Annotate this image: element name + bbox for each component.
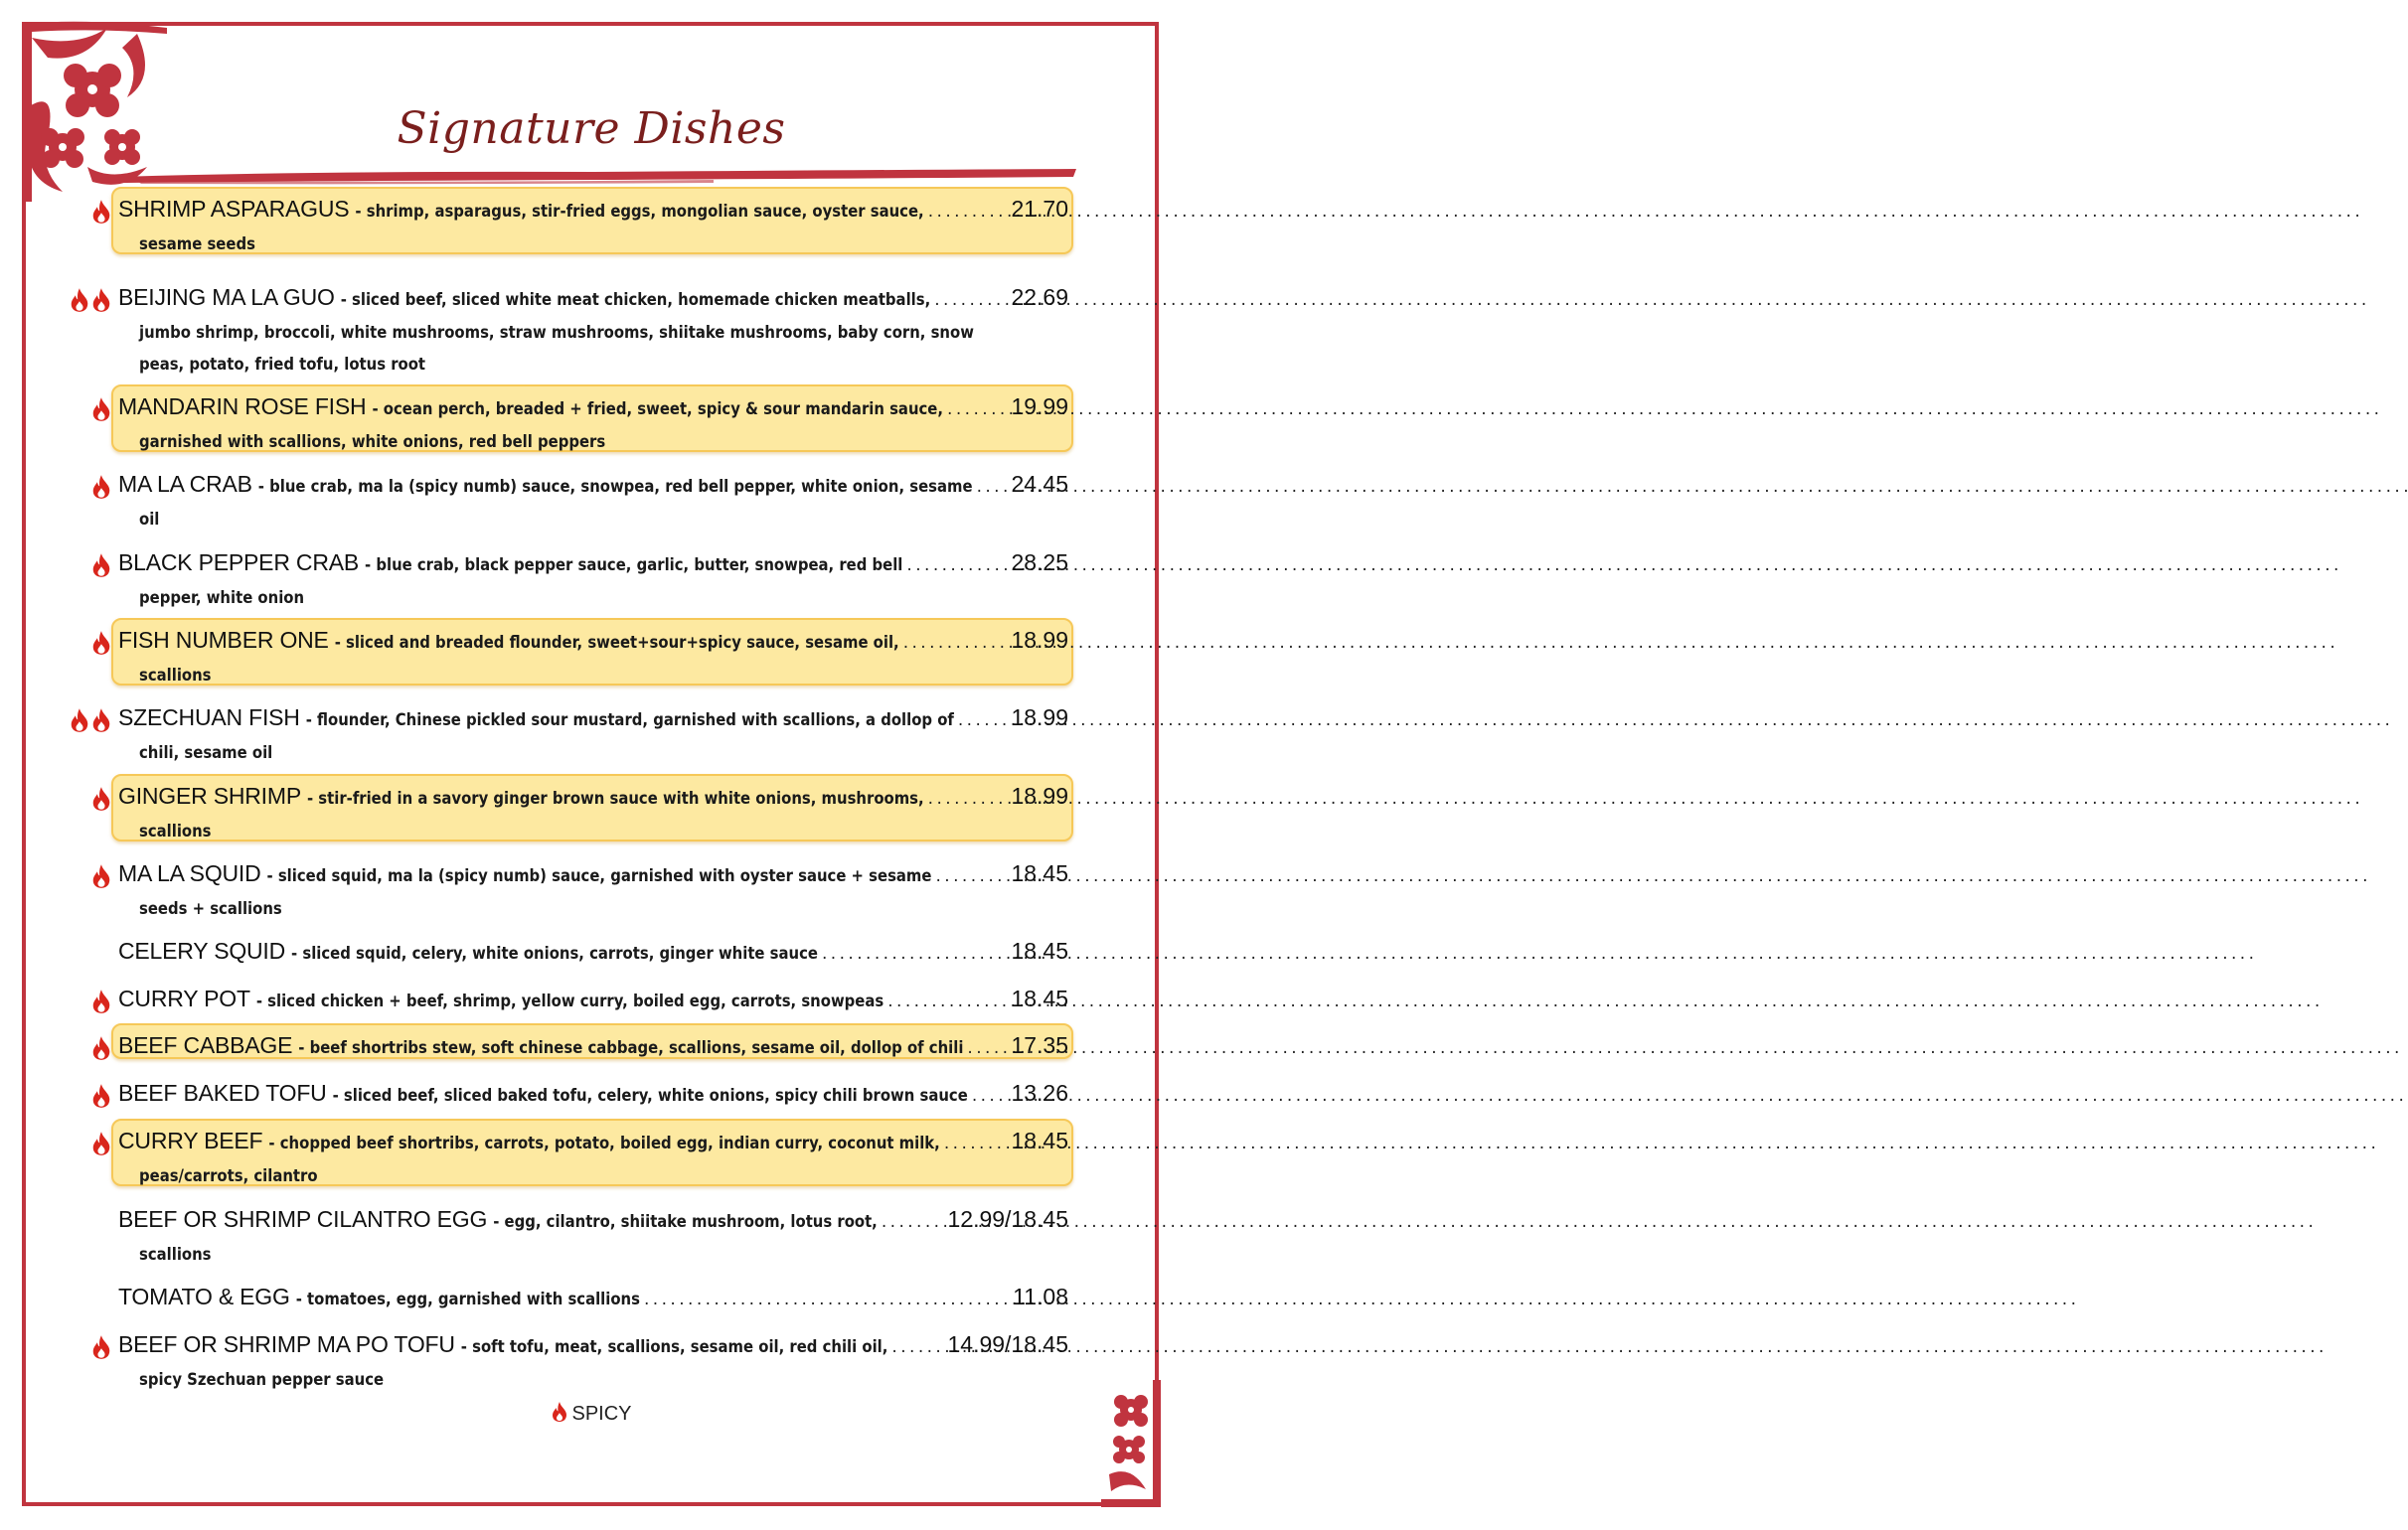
dot-leader	[963, 1038, 1011, 1058]
legend-label: SPICY	[571, 1403, 632, 1425]
dot-leader	[640, 1290, 1013, 1309]
dish-description: - sliced chicken + beef, shrimp, yellow curry, boiled egg, carrots, snowpeas	[255, 992, 884, 1010]
dish-price: 18.99	[1011, 783, 1068, 809]
dish-description-continued: chili, sesame oil	[139, 743, 273, 762]
dish-price: 18.45	[1011, 986, 1068, 1011]
flame-icon	[90, 287, 112, 313]
dish-price: 14.99/18.45	[947, 1331, 1068, 1357]
spicy-indicator	[60, 784, 117, 810]
dish-price: 18.99	[1011, 704, 1068, 730]
dish-name: BLACK PEPPER CRAB	[118, 549, 360, 575]
dish-price: 24.45	[1011, 471, 1068, 497]
dot-leader	[818, 944, 1011, 964]
dish-name: BEIJING MA LA GUO	[118, 284, 335, 310]
flame-icon	[90, 630, 112, 656]
dot-leader	[931, 866, 1011, 886]
spicy-indicator	[60, 1207, 117, 1233]
dish-name: BEEF CABBAGE	[118, 1032, 293, 1058]
dish-description-continued: seeds + scallions	[139, 899, 282, 918]
dish-description: - sliced and breaded flounder, sweet+sour+spicy sauce, sesame oil,	[334, 633, 899, 652]
dish-price: 18.45	[1011, 860, 1068, 886]
dot-leader	[883, 992, 1011, 1011]
dish-description-continued: oil	[139, 510, 160, 529]
dot-leader	[887, 1337, 947, 1357]
dish-price: 21.70	[1011, 196, 1068, 222]
dot-leader	[924, 789, 1012, 809]
spicy-indicator	[60, 197, 117, 223]
dish-description-continued: spicy Szechuan pepper sauce	[139, 1370, 385, 1389]
page-title: Signature Dishes	[397, 103, 786, 154]
flame-icon	[90, 863, 112, 889]
dot-leader	[968, 1086, 1012, 1106]
flame-icon	[90, 1083, 112, 1109]
dish-name: GINGER SHRIMP	[118, 783, 301, 809]
spicy-indicator	[60, 1332, 117, 1358]
dot-leader	[902, 555, 1011, 575]
dot-leader	[973, 477, 1012, 497]
dish-name: BEEF OR SHRIMP CILANTRO EGG	[118, 1206, 488, 1232]
spicy-indicator	[60, 861, 117, 887]
spicy-indicator	[60, 1129, 117, 1154]
dish-description: - shrimp, asparagus, stir-fried eggs, mongolian sauce, oyster sauce,	[355, 202, 924, 221]
dish-description-continued: peas/carrots, cilantro	[139, 1166, 318, 1185]
dish-name: MA LA CRAB	[118, 471, 252, 497]
dish-price: 11.08	[1013, 1284, 1068, 1309]
spicy-indicator	[60, 628, 117, 654]
dot-leader	[899, 633, 1012, 653]
flame-icon	[90, 396, 112, 422]
dish-name: SZECHUAN FISH	[118, 704, 300, 730]
flame-icon	[90, 474, 112, 500]
dish-description: - egg, cilantro, shiitake mushroom, lotus root,	[493, 1212, 878, 1231]
dish-price: 28.25	[1011, 549, 1068, 575]
dish-name: FISH NUMBER ONE	[118, 627, 329, 653]
dot-leader	[924, 202, 1012, 222]
dish-description-continued: jumbo shrimp, broccoli, white mushrooms, straw mushrooms, shiitake mushrooms, baby corn, snow peas, potato, fried tofu, lotus root	[139, 323, 974, 374]
dish-description: - sliced beef, sliced white meat chicken, homemade chicken meatballs,	[340, 290, 931, 309]
dish-description-continued: scallions	[139, 666, 212, 685]
flame-icon	[69, 707, 90, 733]
dot-leader	[943, 399, 1011, 419]
dish-name: CELERY SQUID	[118, 938, 286, 964]
dish-price: 18.45	[1011, 938, 1068, 964]
dish-description: - tomatoes, egg, garnished with scallions	[295, 1290, 640, 1308]
dish-description-continued: scallions	[139, 822, 212, 841]
dish-description: - beef shortribs stew, soft chinese cabbage, scallions, sesame oil, dollop of chili	[298, 1038, 964, 1057]
spicy-indicator	[60, 550, 117, 576]
dish-description: - sliced squid, celery, white onions, carrots, ginger white sauce	[291, 944, 818, 963]
dish-price: 22.69	[1011, 284, 1068, 310]
dish-description-continued: sesame seeds	[139, 234, 255, 253]
spicy-indicator	[60, 394, 117, 420]
dot-leader	[878, 1212, 948, 1232]
dish-name: TOMATO & EGG	[118, 1284, 290, 1309]
dish-description: - blue crab, ma la (spicy numb) sauce, snowpea, red bell pepper, white onion, sesame	[257, 477, 973, 496]
flame-icon	[90, 1334, 112, 1360]
spicy-indicator	[60, 472, 117, 498]
spicy-indicator	[60, 1285, 117, 1310]
dish-description: - soft tofu, meat, scallions, sesame oil, red chili oil,	[460, 1337, 888, 1356]
dish-name: CURRY BEEF	[118, 1128, 263, 1153]
dish-name: MA LA SQUID	[118, 860, 261, 886]
flame-icon	[90, 1035, 112, 1061]
flame-icon	[90, 707, 112, 733]
dish-description: - stir-fried in a savory ginger brown sauce with white onions, mushrooms,	[306, 789, 924, 808]
dish-description: - sliced beef, sliced baked tofu, celery, white onions, spicy chili brown sauce	[332, 1086, 968, 1105]
dish-name: CURRY POT	[118, 986, 250, 1011]
spicy-indicator	[60, 285, 117, 311]
flame-icon	[90, 989, 112, 1014]
dish-name: BEEF BAKED TOFU	[118, 1080, 327, 1106]
dish-price: 18.45	[1011, 1128, 1068, 1153]
flame-icon	[90, 552, 112, 578]
dot-leader	[954, 710, 1012, 730]
dish-description-continued: scallions	[139, 1245, 212, 1264]
dot-leader	[940, 1134, 1012, 1153]
dish-description-continued: garnished with scallions, white onions, red bell peppers	[139, 432, 606, 451]
dish-description-continued: pepper, white onion	[139, 588, 305, 607]
dish-name: MANDARIN ROSE FISH	[118, 393, 367, 419]
dish-price: 19.99	[1011, 393, 1068, 419]
dish-name: SHRIMP ASPARAGUS	[118, 196, 350, 222]
flame-icon	[90, 199, 112, 225]
dish-description: - flounder, Chinese pickled sour mustard, garnished with scallions, a dollop of	[305, 710, 954, 729]
dish-name: BEEF OR SHRIMP MA PO TOFU	[118, 1331, 455, 1357]
spicy-indicator	[60, 987, 117, 1012]
spicy-legend	[0, 1401, 1183, 1426]
spicy-indicator	[60, 1081, 117, 1107]
flame-icon	[90, 786, 112, 812]
dish-description: - chopped beef shortribs, carrots, potato, boiled egg, indian curry, coconut milk,	[268, 1134, 940, 1152]
dish-description: - sliced squid, ma la (spicy numb) sauce, garnished with oyster sauce + sesame	[266, 866, 932, 885]
brush-stroke-divider	[117, 165, 1076, 185]
dish-price: 12.99/18.45	[947, 1206, 1068, 1232]
dish-price: 18.99	[1011, 627, 1068, 653]
flame-icon	[90, 1131, 112, 1156]
dish-price: 17.35	[1011, 1032, 1068, 1058]
dot-leader	[930, 290, 1011, 310]
spicy-indicator	[60, 939, 117, 965]
spicy-indicator	[60, 705, 117, 731]
spicy-indicator	[60, 1033, 117, 1059]
dish-description: - blue crab, black pepper sauce, garlic, butter, snowpea, red bell	[365, 555, 903, 574]
flame-icon	[551, 1401, 568, 1423]
dish-description: - ocean perch, breaded + fried, sweet, spicy & sour mandarin sauce,	[372, 399, 944, 418]
flame-icon	[69, 287, 90, 313]
dish-price: 13.26	[1011, 1080, 1068, 1106]
